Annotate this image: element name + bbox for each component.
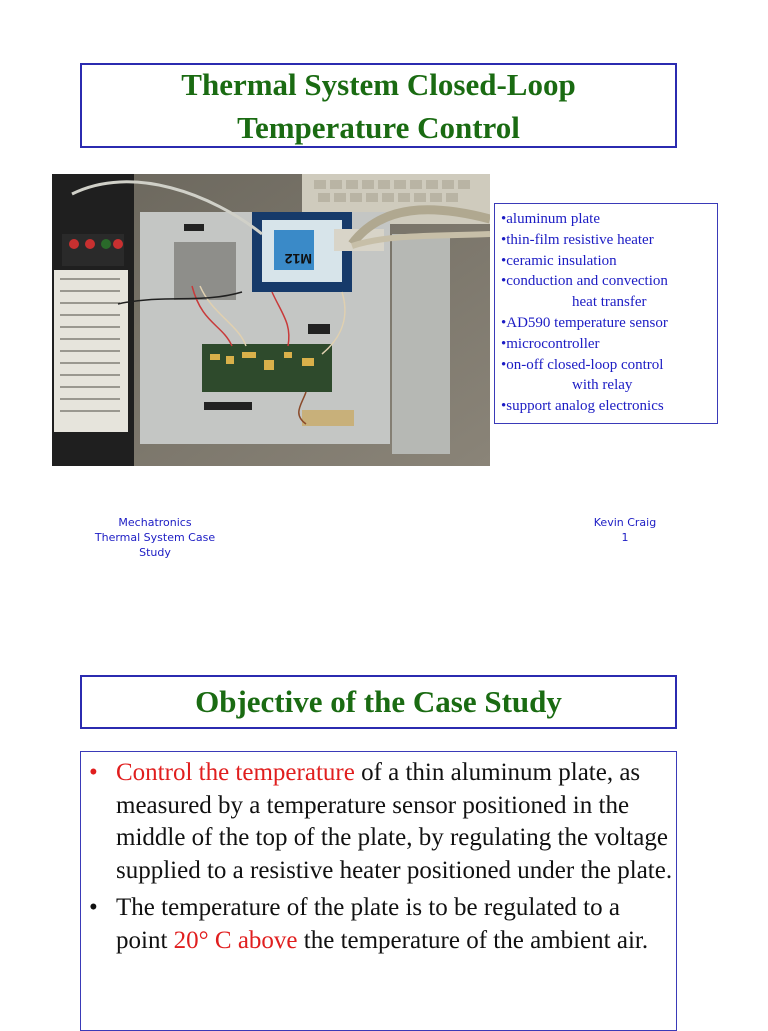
- slide1-title-box: [80, 63, 677, 148]
- feature-item: •support analog electronics: [501, 398, 664, 415]
- bullet1-rest: of a thin aluminum plate, as measured by a temperature sensor positioned in the middle of the top of the plate, by regulating the voltage supplied to a resistive heater positioned under the plate.: [116, 759, 673, 884]
- feature-item: •thin-film resistive heater: [501, 231, 654, 248]
- footer-author: [583, 515, 667, 545]
- bullet-text: [116, 892, 676, 957]
- slide1-title-line1: Thermal System Closed-Loop: [181, 66, 576, 102]
- footer-page-number: 1: [621, 531, 629, 544]
- bullet-dot: •: [89, 759, 98, 786]
- bullet2-before: The temperature of the plate is to be regulated to a point: [116, 894, 620, 954]
- feature-item: •aluminum plate: [501, 211, 600, 227]
- footer-course: [79, 515, 231, 560]
- feature-item-continued: with relay: [572, 377, 633, 394]
- objective-bullet: [89, 892, 676, 957]
- footer-course-name: Mechatronics: [118, 516, 192, 529]
- slide2-title: Objective of the Case Study: [195, 684, 562, 719]
- footer-case-study: Thermal System Case Study: [94, 531, 216, 559]
- bullet2-after: the temperature of the ambient air.: [297, 926, 649, 954]
- bullet-text: [116, 757, 676, 887]
- m12-label: M12: [284, 251, 312, 267]
- feature-item: •AD590 temperature sensor: [501, 314, 668, 331]
- feature-item-continued: heat transfer: [572, 294, 647, 311]
- slide1-title-line2: Temperature Control: [237, 109, 520, 145]
- bullet-dot: •: [89, 894, 98, 922]
- feature-item: •on-off closed-loop control: [501, 356, 664, 373]
- objective-bullet: [89, 757, 676, 887]
- slide2-title-box: [80, 675, 677, 729]
- feature-item: •ceramic insulation: [501, 252, 617, 269]
- thermal-system-photo: [52, 174, 490, 466]
- feature-item: •microcontroller: [501, 335, 600, 352]
- highlight-control-temperature: Control the temperature: [116, 759, 355, 786]
- highlight-20c-above: 20° C above: [173, 926, 298, 954]
- objective-text-box: [80, 751, 677, 1031]
- feature-item: •conduction and convection: [501, 273, 668, 290]
- footer-author-name: Kevin Craig: [593, 516, 657, 529]
- feature-list: [494, 203, 718, 424]
